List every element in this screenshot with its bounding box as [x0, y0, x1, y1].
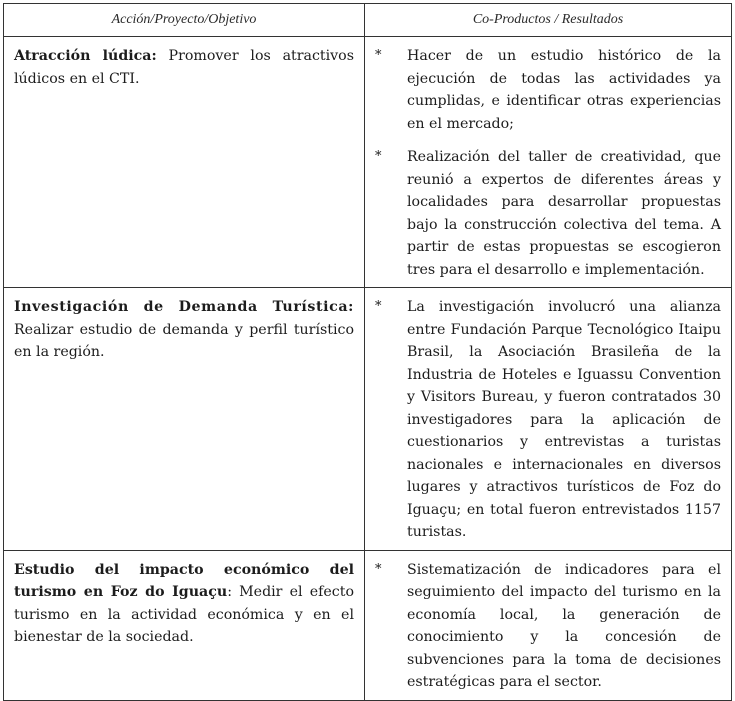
column-header-action: Acción/Proyecto/Objetivo — [4, 4, 365, 37]
result-text: La investigación involucró una alianza entre Fundación Parque Tecnológico Itaipu Brasil, la Asociación Brasileña de la Industria de Hoteles e Iguassu Convention y Visitors Bureau, y fueron contratados 30 investigadores para la aplicación de cuestionarios y entrevistas a turistas nacionales e internacionales en diversos lugares y atractivos turísticos de Foz do Iguaçu; en total fueron entrevistados 1157 turistas. — [407, 299, 721, 540]
result-item — [375, 146, 721, 281]
bullet-asterisk: * — [375, 149, 382, 164]
action-title: Atracción lúdica: — [14, 48, 157, 64]
result-text: Hacer de un estudio histórico de la ejecución de todas las actividades ya cumplidas, e identificar otras experiencias en el mercado; — [407, 48, 721, 132]
action-cell — [4, 288, 365, 551]
actions-results-table — [3, 3, 732, 701]
action-description: Promover los atractivos lúdicos en el CTI. — [14, 48, 354, 87]
result-item — [375, 296, 721, 544]
bullet-asterisk: * — [375, 48, 382, 63]
result-text: Sistematización de indicadores para el seguimiento del impacto del turismo en la economía local, la generación de conocimiento y la concesión de subvenciones para la toma de decisiones estratégicas para el sector. — [407, 561, 721, 690]
results-cell — [365, 37, 732, 288]
results-cell — [365, 288, 732, 551]
bullet-asterisk: * — [375, 299, 382, 314]
header-row — [4, 4, 732, 37]
result-text: Realización del taller de creatividad, que reunió a expertos de diferentes áreas y localidades para desarrollar propuestas bajo la construcción colectiva del tema. A partir de estas propuestas se escogieron tres para el desarrollo e implementación. — [407, 149, 721, 278]
result-item — [375, 45, 721, 135]
action-cell — [4, 37, 365, 288]
action-description: : Medir el efecto turismo en la actividad económica y en el bienestar de la sociedad. — [14, 584, 354, 645]
table-row — [4, 37, 732, 288]
action-description: Realizar estudio de demanda y perfil turístico en la región. — [14, 321, 354, 360]
table-row — [4, 288, 732, 551]
action-title: Estudio del impacto económico del turismo en Foz do Iguaçu — [14, 561, 354, 600]
result-item — [375, 559, 721, 694]
column-header-results: Co-Productos / Resultados — [365, 4, 732, 37]
action-title: Investigación de Demanda Turística: — [14, 299, 354, 315]
bullet-asterisk: * — [375, 561, 382, 577]
